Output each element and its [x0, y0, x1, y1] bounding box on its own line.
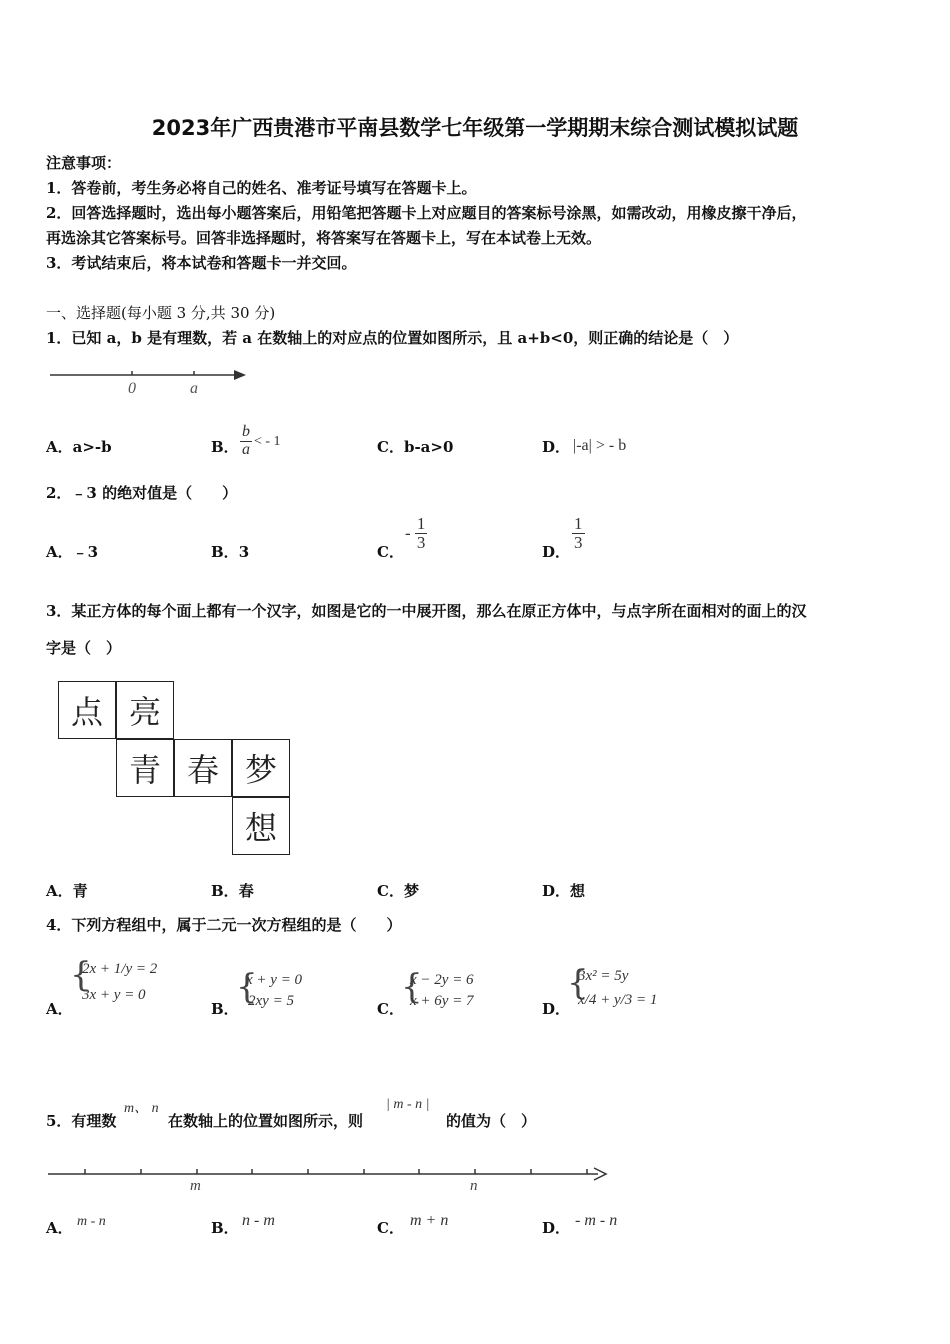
q2-c-numerator: 1 — [416, 514, 426, 533]
q5-a-text: m - n — [77, 1214, 106, 1229]
q1-option-d-label[interactable]: D． — [542, 438, 571, 456]
q4-option-b-label[interactable]: B． — [211, 1000, 239, 1018]
q2-option-d-math — [572, 515, 585, 552]
q3-option-a[interactable] — [46, 880, 88, 901]
q4-c-eq2: x + 6y = 7 — [410, 993, 474, 1009]
q2-stem: 2．﹣3 的绝对值是（ ） — [46, 484, 238, 502]
net-cell-chun: 春 — [174, 739, 232, 797]
q3-stem-line-2: 字是（ ） — [46, 639, 122, 657]
net-cell-liang: 亮 — [116, 681, 174, 739]
q5-stem-mid: 在数轴上的位置如图所示，则 — [168, 1112, 364, 1130]
q4-c-brace: { — [401, 967, 423, 1007]
q5-b-text: n - m — [242, 1212, 275, 1229]
q4-option-c-label[interactable]: C． — [377, 1000, 404, 1018]
q5-number-line — [46, 1160, 612, 1196]
q1-d-text: |-a| > - b — [573, 437, 627, 454]
q1-a-label: A． — [46, 438, 73, 456]
q2-b-text: 3 — [238, 543, 250, 561]
notice-item-2-line-1: 2．回答选择题时，选出每小题答案后，用铅笔把答题卡上对应题目的答案标号涂黑，如需改动，用橡皮擦干净后， — [46, 204, 807, 222]
notice-heading: 注意事项： — [46, 154, 122, 172]
q4-b-eq1: x + y = 0 — [246, 972, 303, 988]
q1-b-numerator: b — [242, 423, 250, 440]
q4-b-brace: { — [236, 967, 258, 1007]
page-title: 2023年广西贵港市平南县数学七年级第一学期期末综合测试模拟试题 — [151, 116, 799, 140]
section-heading: 一、选择题(每小题 3 分,共 30 分) — [46, 304, 276, 322]
q3-c-label: C． — [377, 882, 404, 900]
q1-axis-a: a — [190, 380, 198, 397]
q2-b-label: B． — [211, 543, 239, 561]
q3-d-label: D． — [542, 882, 571, 900]
q2-option-b[interactable] — [211, 541, 249, 562]
q5-axis-n: n — [470, 1178, 478, 1194]
q2-c-sign: - — [405, 523, 411, 543]
q5-d-text: - m - n — [575, 1212, 618, 1229]
q5-option-d-label[interactable]: D． — [542, 1219, 571, 1237]
q5-option-b-label[interactable]: B． — [211, 1219, 239, 1237]
q1-c-text: b-a>0 — [403, 438, 454, 456]
q4-a-brace: { — [70, 955, 92, 995]
q4-b-eq2: 2xy = 5 — [248, 993, 294, 1009]
q1-option-c[interactable] — [377, 436, 453, 457]
q4-option-a-label[interactable]: A． — [46, 1000, 73, 1018]
q5-stem-pre: 5．有理数 — [46, 1112, 117, 1130]
q1-axis-zero: 0 — [128, 380, 136, 397]
q3-d-text: 想 — [570, 882, 586, 900]
q1-b-denominator: a — [242, 440, 250, 458]
q4-d-eq1: 3x² = 5y — [578, 968, 629, 984]
q1-a-text: a>-b — [72, 438, 112, 456]
q4-d-brace: { — [567, 963, 589, 1003]
notice-item-1: 1．答卷前，考生务必将自己的姓名、准考证号填写在答题卡上。 — [46, 179, 477, 197]
q2-option-a[interactable] — [46, 541, 98, 562]
q2-a-text: ﹣3 — [72, 543, 99, 561]
q2-option-c-label[interactable]: C． — [377, 543, 404, 561]
q3-option-b[interactable] — [211, 880, 254, 901]
q2-d-denominator: 3 — [574, 532, 583, 552]
q3-a-label: A． — [46, 882, 73, 900]
q1-option-b-math — [240, 424, 281, 459]
q5-stem-expr: | m - n | — [386, 1097, 430, 1112]
net-cell-meng: 梦 — [232, 739, 290, 797]
q3-b-text: 春 — [238, 882, 254, 900]
q2-option-c-math — [405, 515, 427, 552]
q4-stem: 4．下列方程组中，属于二元一次方程组的是（ ） — [46, 916, 402, 934]
q4-a-eq1: 2x + 1/y = 2 — [82, 961, 158, 977]
q3-option-d[interactable] — [542, 880, 585, 901]
q5-option-a-label[interactable]: A． — [46, 1219, 73, 1237]
q5-c-text: m + n — [410, 1212, 449, 1229]
q5-axis-m: m — [190, 1178, 201, 1194]
q1-b-rest: < - 1 — [254, 433, 281, 449]
q1-option-b-label[interactable]: B． — [211, 438, 239, 456]
q2-c-denominator: 3 — [416, 532, 426, 552]
q1-number-line — [46, 362, 250, 398]
q1-stem: 1．已知 a，b 是有理数，若 a 在数轴上的对应点的位置如图所示，且 a+b<0，则正确的结论是（ ） — [46, 329, 739, 347]
q3-b-label: B． — [211, 882, 239, 900]
q1-c-label: C． — [377, 438, 404, 456]
q2-a-label: A． — [46, 543, 73, 561]
net-cell-qing: 青 — [116, 739, 174, 797]
q2-d-numerator: 1 — [574, 514, 583, 533]
q4-d-eq2: x/4 + y/3 = 1 — [578, 992, 658, 1008]
q3-c-text: 梦 — [403, 882, 419, 900]
q5-option-c-label[interactable]: C． — [377, 1219, 404, 1237]
q5-stem-vars: m、 n — [124, 1101, 159, 1116]
q5-stem-post: 的值为（ ） — [446, 1112, 537, 1130]
q3-a-text: 青 — [72, 882, 88, 900]
q4-option-d-label[interactable]: D． — [542, 1000, 571, 1018]
q1-option-a[interactable] — [46, 436, 112, 457]
q3-option-c[interactable] — [377, 880, 419, 901]
notice-item-3: 3．考试结束后，将本试卷和答题卡一并交回。 — [46, 254, 357, 272]
q4-a-eq2: 3x + y = 0 — [82, 987, 146, 1003]
q4-c-eq1: x − 2y = 6 — [410, 972, 474, 988]
notice-item-2-line-2: 再选涂其它答案标号。回答非选择题时，将答案写在答题卡上，写在本试卷上无效。 — [46, 229, 602, 247]
net-cell-xiang: 想 — [232, 797, 290, 855]
q3-stem-line-1: 3．某正方体的每个面上都有一个汉字，如图是它的一中展开图，那么在原正方体中，与点字所在面相对的面上的汉 — [46, 602, 807, 620]
q2-option-d-label[interactable]: D． — [542, 543, 571, 561]
net-cell-dian: 点 — [58, 681, 116, 739]
